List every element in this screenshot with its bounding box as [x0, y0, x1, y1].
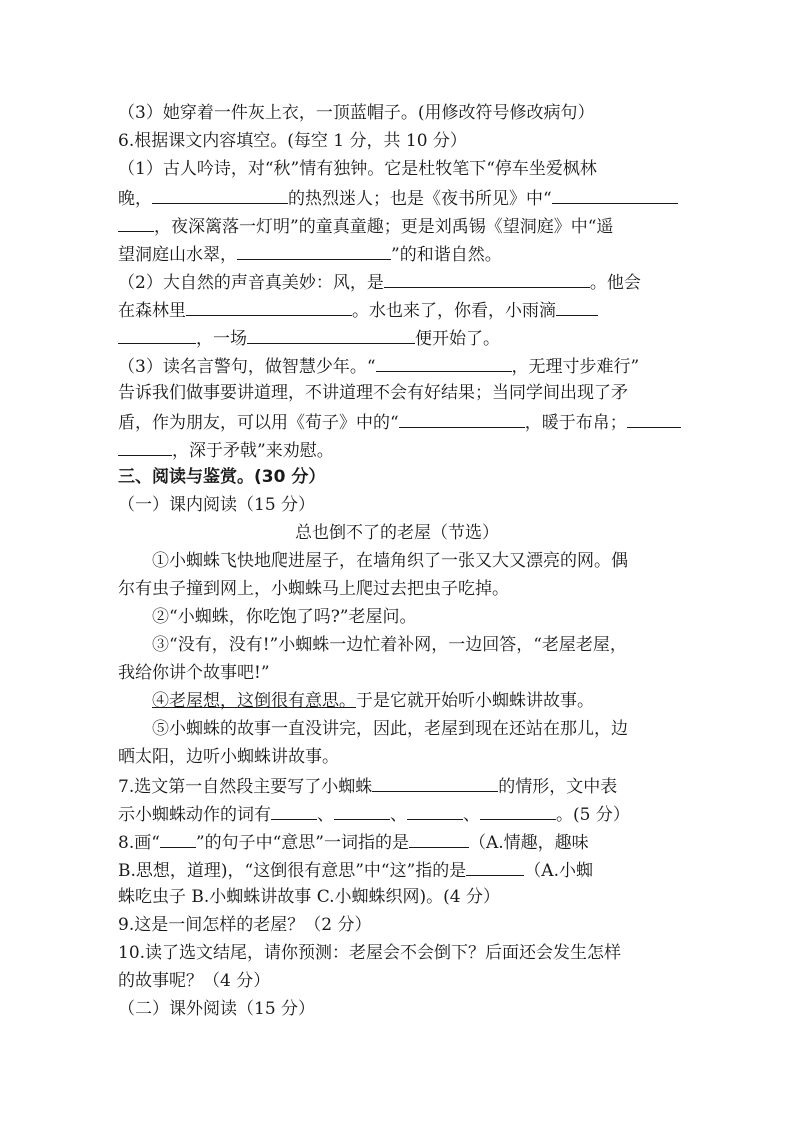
answer-blank[interactable]	[384, 269, 590, 288]
question-7-line-2: 示小蜘蛛动作的词有 、 、 、 。(5 分）	[118, 801, 630, 827]
answer-blank[interactable]	[118, 437, 172, 456]
answer-blank[interactable]	[186, 297, 352, 316]
question-10-line-1: 10.读了选文结尾，请你预测：老屋会不会倒下？后面还会发生怎样	[118, 943, 622, 963]
answer-blank[interactable]	[247, 325, 415, 344]
passage-paragraph-2: ②“小蜘蛛，你吃饱了吗?”老屋问。	[152, 607, 417, 627]
subsection-2-heading: （二）课外阅读（15 分）	[118, 999, 316, 1019]
answer-blank[interactable]	[118, 325, 196, 344]
passage-paragraph-5: ⑤小蜘蛛的故事一直没讲完，因此，老屋到现在还站在那儿，边	[152, 719, 628, 739]
question-7-line-1: 7.选文第一自然段主要写了小蜘蛛 的情形，文中表	[118, 773, 617, 799]
answer-blank[interactable]	[237, 241, 391, 260]
answer-blank[interactable]	[407, 801, 463, 820]
question-6-3-line-2: 告诉我们做事要讲道理，不讲道理不会有好结果；当同学间出现了矛	[118, 383, 628, 403]
passage-paragraph-3: ③“没有，没有!”小蜘蛛一边忙着补网，一边回答，“老屋老屋，	[152, 635, 627, 655]
answer-blank[interactable]	[466, 857, 524, 876]
section-3-heading: 三、阅读与鉴赏。(30 分）	[118, 467, 326, 487]
passage-paragraph-4: ④老屋想，这倒很有意思。于是它就开始听小蜘蛛讲故事。	[152, 691, 594, 711]
passage-paragraph-3-cont: 我给你讲个故事吧!”	[118, 663, 270, 683]
question-9: 9.这是一间怎样的老屋？（2 分）	[118, 915, 372, 935]
question-5-3: （3）她穿着一件灰上衣，一顶蓝帽子。(用修改符号修改病句）	[118, 103, 595, 123]
passage-title: 总也倒不了的老屋（节选）	[295, 523, 499, 543]
underlined-sentence: ④老屋想，这倒很有意思。	[152, 691, 356, 711]
answer-blank[interactable]	[399, 409, 525, 428]
question-6-2-line-1: （2）大自然的声音真美妙：风，是 。他会	[118, 269, 641, 295]
question-6-3-line-4: ，深于矛戟”来劝慰。	[118, 437, 334, 463]
question-6-3-line-1: （3）读名言警句，做智慧少年。“ ，无理寸步难行”	[118, 353, 639, 379]
question-6-1-line-1: （1）古人吟诗，对“秋”情有独钟。它是杜牧笔下“停车坐爱枫林	[118, 159, 597, 179]
passage-paragraph-1: ①小蜘蛛飞快地爬进屋子，在墙角织了一张又大又漂亮的网。偶	[152, 551, 628, 571]
answer-blank[interactable]	[556, 297, 598, 316]
passage-paragraph-5-cont: 晒太阳，边听小蜘蛛讲故事。	[118, 747, 339, 767]
answer-blank[interactable]	[334, 801, 390, 820]
question-6-2-line-2: 在森林里 。水也来了，你看，小雨滴	[118, 297, 598, 323]
question-6-3-line-3: 盾，作为朋友，可以用《荀子》中的“ ，暖于布帛；	[118, 409, 681, 435]
answer-blank[interactable]	[552, 185, 678, 204]
question-6-heading: 6.根据课文内容填空。(每空 1 分，共 10 分）	[118, 131, 467, 151]
answer-blank[interactable]	[627, 409, 681, 428]
question-8-line-1: 8.画“ ”的句子中“意思”一词指的是 （A.情趣，趣味	[118, 829, 589, 855]
underline-mark	[160, 829, 196, 848]
answer-blank[interactable]	[480, 801, 556, 820]
subsection-1-heading: （一）课内阅读（15 分）	[118, 495, 316, 515]
question-8-line-2: B.思想，道理)，“这倒很有意思”中“这”指的是 （A.小蜘	[118, 857, 593, 883]
answer-blank[interactable]	[152, 185, 288, 204]
answer-blank[interactable]	[409, 829, 469, 848]
question-6-1-line-3: ，夜深篱落一灯明”的童真童趣；更是刘禹锡《望洞庭》中“遥	[118, 213, 613, 239]
question-10-line-2: 的故事呢？（4 分）	[118, 971, 271, 991]
answer-blank[interactable]	[372, 773, 498, 792]
answer-blank[interactable]	[118, 213, 154, 232]
answer-blank[interactable]	[376, 353, 512, 372]
question-6-2-line-3: ，一场 便开始了。	[118, 325, 500, 351]
question-6-1-line-4: 望洞庭山水翠， ”的和谐自然。	[118, 241, 502, 267]
question-8-line-3: 蛛吃虫子 B.小蜘蛛讲故事 C.小蜘蛛织网)。(4 分）	[118, 887, 500, 907]
passage-paragraph-1-cont: 尔有虫子撞到网上，小蜘蛛马上爬过去把虫子吃掉。	[118, 579, 509, 599]
answer-blank[interactable]	[271, 801, 317, 820]
question-6-1-line-2: 晚， 的热烈迷人；也是《夜书所见》中“	[118, 185, 678, 211]
